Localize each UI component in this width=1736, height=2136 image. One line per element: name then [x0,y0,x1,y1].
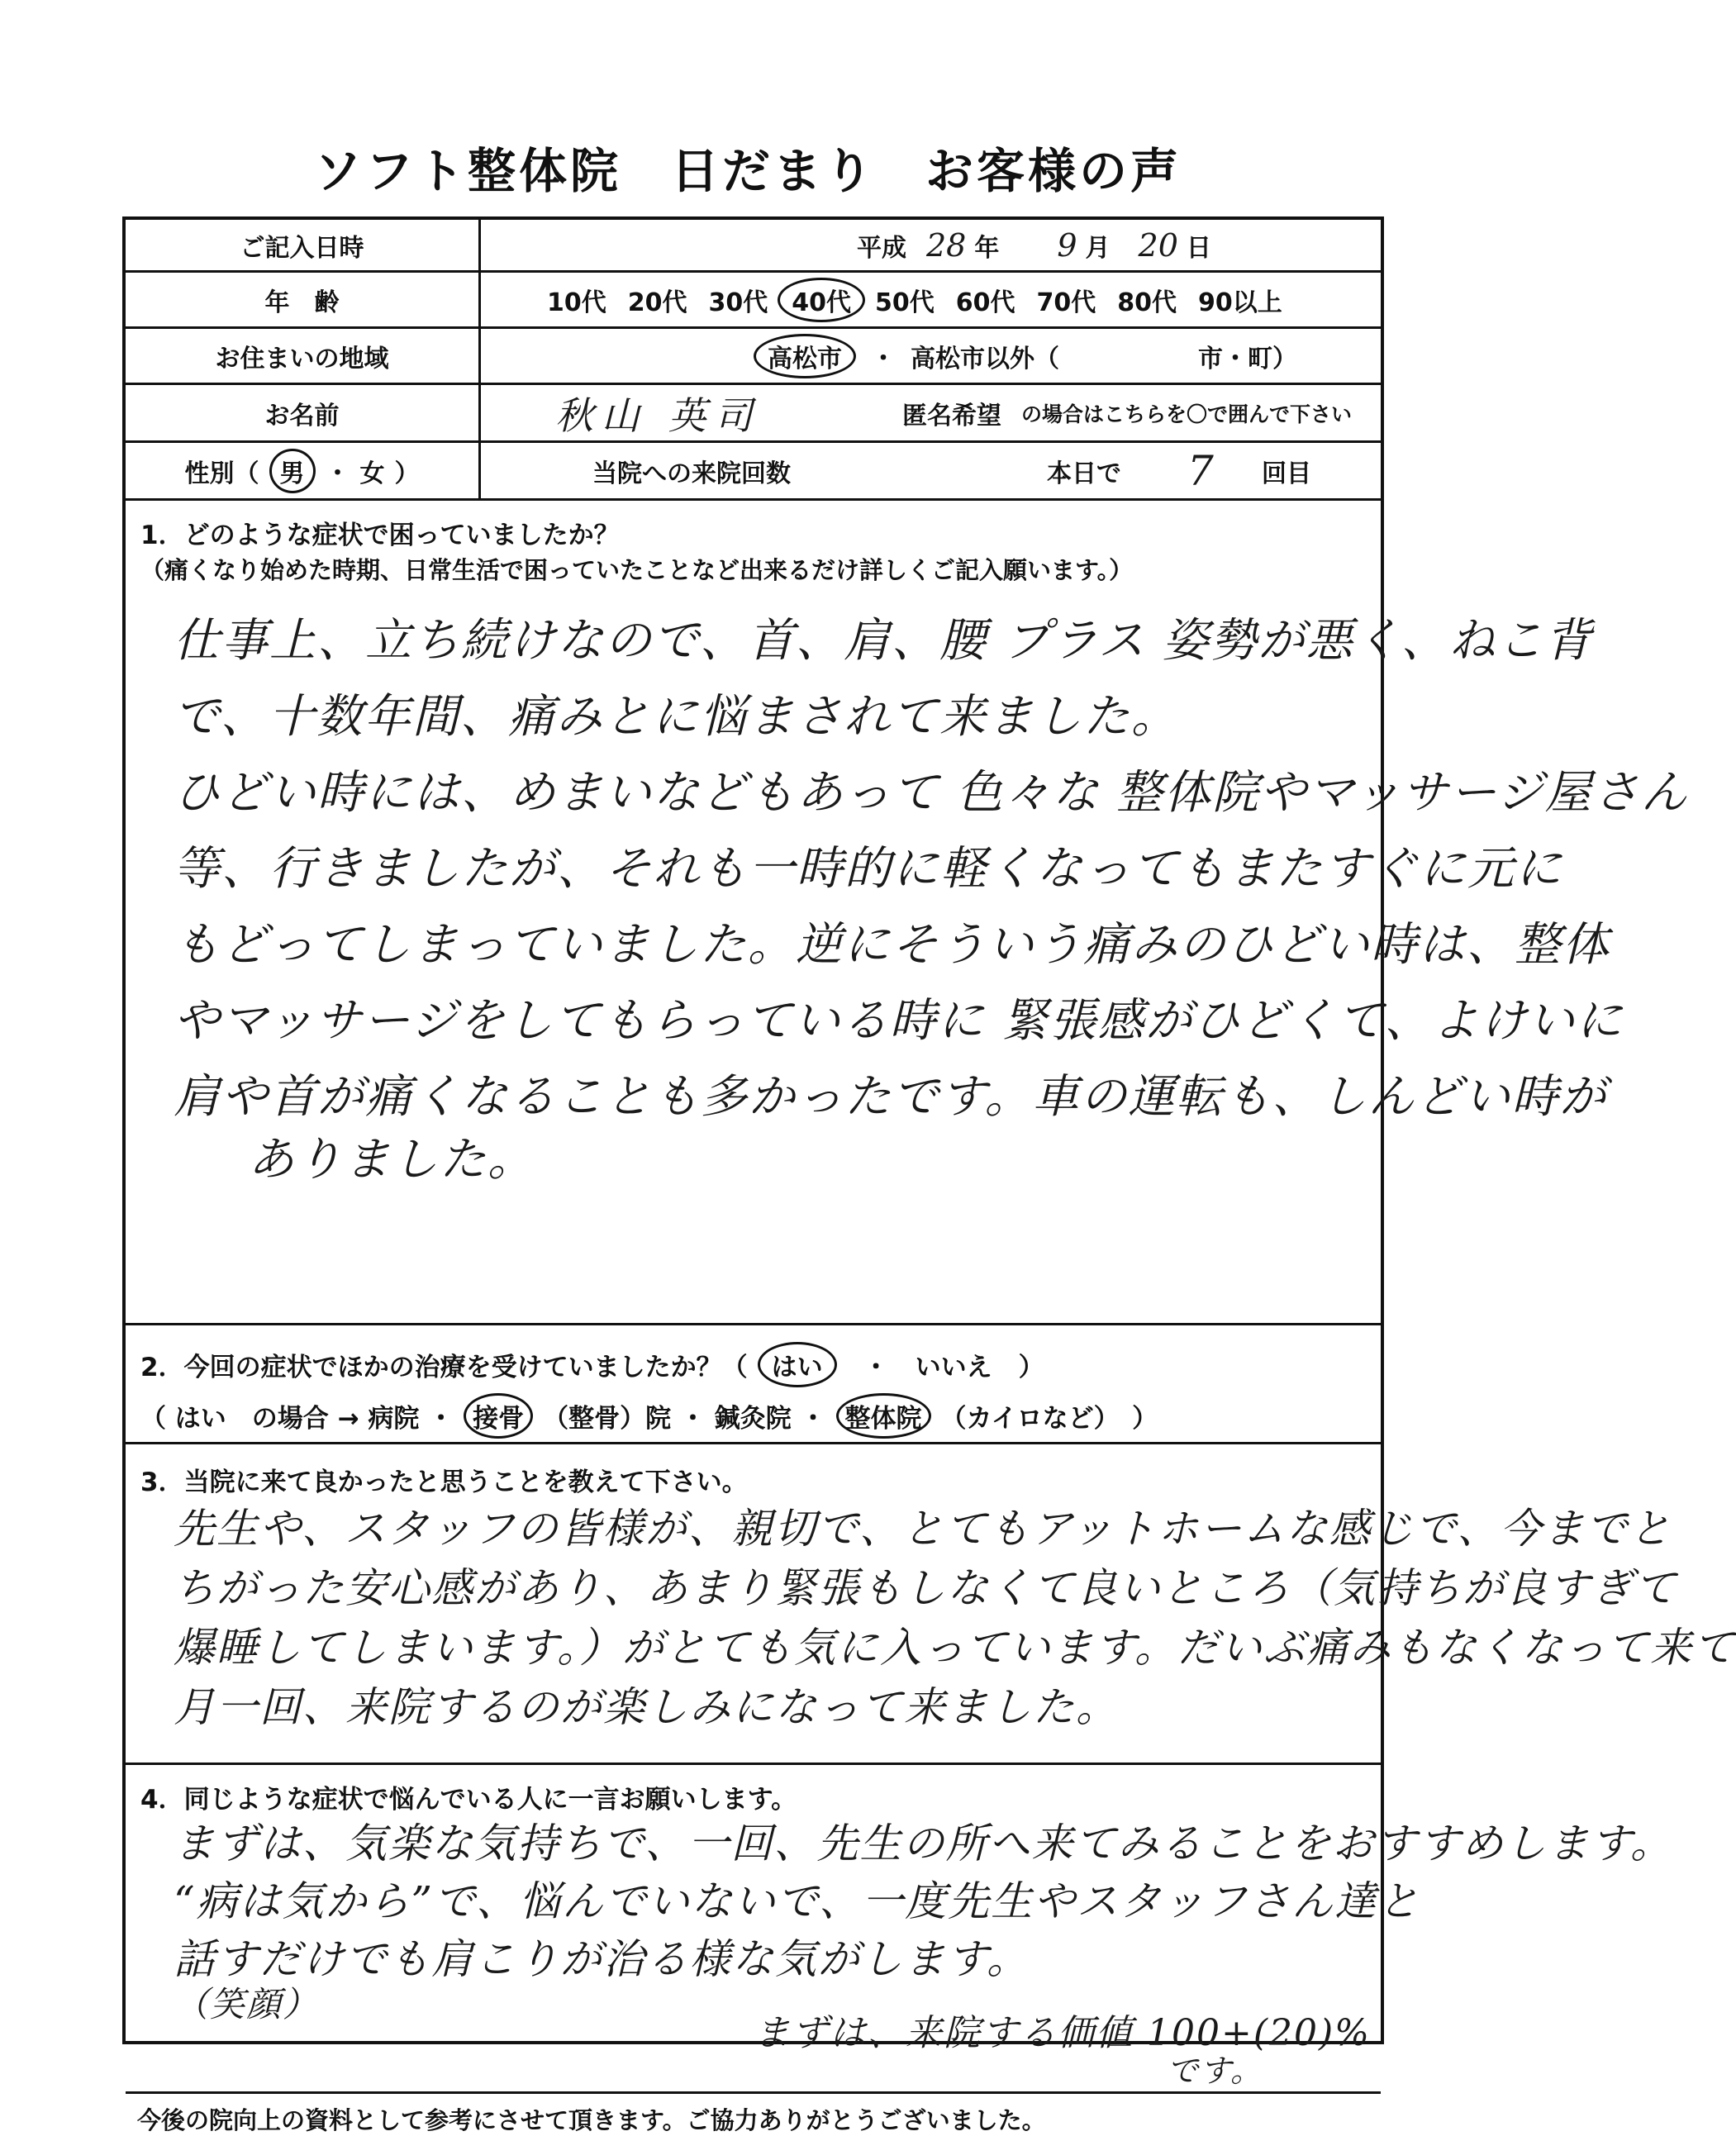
name-area [481,385,1381,440]
answer-line: ありました。 [248,1133,535,1187]
visits-count[interactable]: 7 [1187,446,1214,495]
age-options [481,273,1381,326]
question-2-detail [140,1393,1158,1439]
answer-line: 肩や首が痛くなることも多かったです。車の運転も、しんどい時が [174,1070,1608,1124]
region-outside-tail: 市・町） [1198,344,1297,373]
question-2-no[interactable]: いいえ [915,1353,992,1382]
question-2-heading [140,1342,1044,1387]
gender-field [126,443,481,498]
age-option[interactable]: 10代 [547,288,606,317]
question-3-section [126,1444,1736,1765]
gender-label: 性別（ [184,459,259,488]
question-4-closing [754,2012,1371,2089]
visits-label: 当院への来院回数 [592,459,791,488]
answer-line: 仕事上、立ち続けなので、首、肩、腰 プラス 姿勢が悪く、ねこ背 [174,614,1593,668]
question-3-answer[interactable] [174,1499,1736,1737]
visits-today: 本日で [1047,459,1121,488]
year-unit: 年 [974,233,1000,263]
region-options [481,329,1381,383]
age-option[interactable]: 30代 [708,288,768,317]
age-row [126,273,1381,329]
question-1-section [126,501,1689,1325]
region-takamatsu-selected[interactable]: 高松市 [754,334,856,378]
answer-line: で、十数年間、痛みとに悩まされて来ました。 [174,690,1179,744]
answer-line: 等、行きましたが、それも一時的に軽くなってもまたすぐに元に [174,842,1563,896]
question-2-detail-mid: （整骨）院 ・ 鍼灸院 ・ [543,1404,826,1434]
day-value: 20 [1138,226,1178,264]
question-4-answer[interactable] [174,1815,1673,2024]
visits-field [481,443,1381,498]
question-2-close: ） [1018,1353,1044,1382]
age-option[interactable]: 80代 [1117,288,1177,317]
question-4-heading: 4．同じような症状で悩んでいる人に一言お願いします。 [140,1785,797,1815]
closing-end: です。 [1167,2053,1263,2089]
visits-unit: 回目 [1262,459,1311,488]
answer-line: 先生や、スタッフの皆様が、親切で、とてもアットホームな感じで、今までと [174,1505,1672,1553]
question-1-heading: 1．どのような症状で困っていましたか？ [140,521,620,550]
anonymous-note: の場合はこちらを〇で囲んで下さい [1021,402,1353,426]
region-outside[interactable]: 高松市以外（ [911,344,1059,373]
age-option[interactable]: 70代 [1036,288,1096,317]
question-2-text: 2．今回の症状でほかの治療を受けていましたか？（ [140,1353,748,1382]
survey-form [122,216,1736,2134]
age-option[interactable]: 20代 [627,288,687,317]
region-label: お住まいの地域 [126,329,481,383]
question-2-detail-post: （カイロなど） ） [940,1404,1158,1434]
region-row [126,329,1381,385]
region-separator: ・ [871,344,896,373]
question-2-sep: ・ [863,1353,889,1382]
month-value: 9 [1057,226,1077,264]
name-value[interactable]: 秋山 英司 [555,392,761,438]
entry-date-label: ご記入日時 [126,220,481,270]
gender-visits-row [126,443,1381,501]
question-1-subheading: （痛くなり始めた時期、日常生活で困っていたことなど出来るだけ詳しくご記入願います。） [140,556,1134,584]
era-label: 平成 [857,233,906,263]
question-2-detail-pre: （ はい の場合 → 病院 ・ [140,1404,454,1434]
answer-line: ちがった安心感があり、あまり緊張もしなくて良いところ（気持ちが良すぎて [174,1564,1677,1612]
closing-line: まずは、来院する価値 100+(20)% [754,2012,1371,2054]
question-2-yes-selected[interactable]: はい [758,1342,837,1387]
name-row [126,385,1381,443]
question-3-heading: 3．当院に来て良かったと思うことを教えて下さい。 [140,1468,748,1497]
answer-line: 月一回、来院するのが楽しみになって来ました。 [174,1683,1119,1731]
clinic-subname: 日だまり [670,143,876,199]
age-option[interactable]: 90以上 [1198,288,1282,317]
answer-line: もどってしまっていました。逆にそういう痛みのひどい時は、整体 [174,918,1610,972]
year-value: 28 [926,226,967,264]
question-2-section [126,1325,1381,1444]
answer-line: 爆睡してしまいます。）がとても気に入っています。だいぶ痛みもなくなって来て [174,1624,1736,1672]
answer-line: （笑顔） [174,1984,320,2024]
answer-line: 話すだけでも肩こりが治る様な気がします。 [174,1935,1030,1983]
name-label: お名前 [126,385,481,440]
entry-date-row [126,220,1381,273]
clinic-name: ソフト整体院 [313,143,621,199]
question-4-section [126,1765,1673,2094]
answer-line: やマッサージをしてもらっている時に 緊張感がひどくて、よけいに [174,994,1624,1048]
age-option[interactable]: 50代 [875,288,935,317]
gender-close: ） [394,459,420,488]
treatment-seitai-selected[interactable]: 整体院 [836,1393,931,1439]
gender-female[interactable]: 女 [359,459,385,488]
answer-line: “病は気から”で、悩んでいないで、一度先生やスタッフさん達と [174,1877,1421,1925]
gender-male-selected[interactable]: 男 [269,449,316,493]
age-option[interactable]: 60代 [955,288,1015,317]
day-unit: 日 [1186,233,1211,263]
footer-message: 今後の院向上の資料として参考にさせて頂きます。ご協力ありがとうございました。 [137,2106,1046,2134]
answer-line: まずは、気楽な気持ちで、一回、先生の所へ来てみることをおすすめします。 [174,1820,1673,1867]
gender-dot: ・ [325,459,350,488]
anonymous-label[interactable]: 匿名希望 [902,401,1001,431]
age-option-selected[interactable]: 40代 [778,278,865,322]
question-1-answer[interactable] [174,603,1689,1187]
month-unit: 月 [1085,233,1111,263]
page-subtitle: お客様の声 [925,143,1182,199]
entry-date-value[interactable] [481,220,1381,270]
age-label: 年 齢 [126,273,481,326]
treatment-bone-selected[interactable]: 接骨 [464,1393,533,1439]
answer-line: ひどい時には、めまいなどもあって 色々な 整体院やマッサージ屋さん [174,766,1689,820]
page-title [0,132,1496,202]
